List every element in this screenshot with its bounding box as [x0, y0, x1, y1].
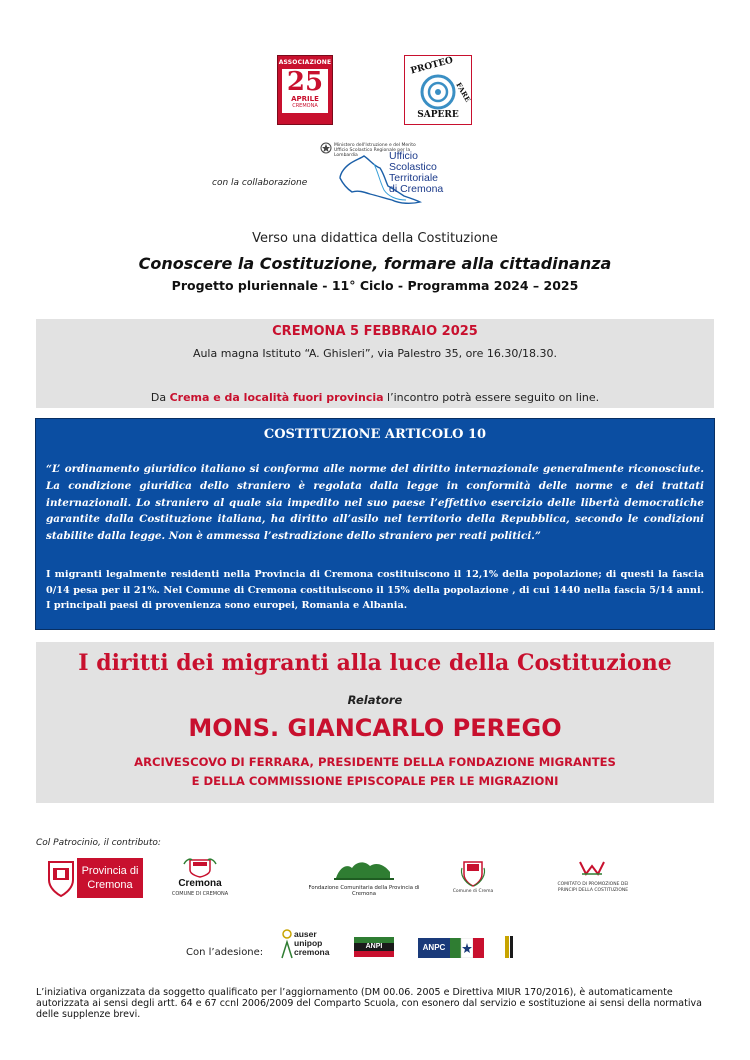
speaker-name: MONS. GIANCARLO PEREGO: [188, 714, 562, 742]
ufficio-line1: Ufficio: [389, 150, 418, 162]
provincia-label: Provincia di Cremona: [77, 858, 143, 898]
fondazione-emblem-icon: [300, 858, 428, 882]
speaker-role-line2: E DELLA COMMISSIONE EPISCOPALE PER LE MIGRAZIONI: [191, 774, 559, 788]
online-note: [36, 391, 714, 404]
logo25-number: 25: [286, 67, 324, 97]
ufficio-scolastico-text: [389, 151, 443, 195]
logo25-line1: ASSOCIAZIONE: [278, 59, 332, 66]
proteo-word: SAPERE: [417, 110, 459, 120]
anpc-logo: [418, 938, 484, 958]
auser-label: auser unipop cremona: [294, 929, 330, 957]
speaker-role-line1: ARCIVESCOVO DI FERRARA, PRESIDENTE DELLA FONDAZIONE MIGRANTES: [134, 755, 616, 769]
svg-text:PROTEO: PROTEO: [409, 56, 455, 77]
header-line1: Verso una didattica della Costituzione: [252, 231, 498, 246]
header-line3: Progetto pluriennale - 11° Ciclo - Programma 2024 – 2025: [171, 278, 579, 293]
online-prefix: Da: [150, 391, 170, 404]
anpc-flag-icon: [450, 938, 484, 958]
article-stats: I migranti legalmente residenti nella Provincia di Cremona costituiscono il 12,1% della popolazione; di questi la fascia 0/14 pesa per il 21%. Nel Comune di Cremona costituiscono il 15% della popolazione , di cui 1440 nella fascia 5/14 anni. I principali paesi di provenienza sono europei, Romania e Albania.: [46, 569, 704, 611]
speaker-label: Relatore: [347, 693, 403, 707]
ufficio-line3: Territoriale: [389, 172, 439, 184]
comune-crema-logo: [452, 858, 494, 900]
logo25-month: APRILE: [291, 95, 319, 103]
provincia-crest-icon: [47, 858, 75, 898]
talk-box: [36, 642, 714, 803]
event-info-box: [36, 319, 714, 408]
cremona-label: Cremona: [178, 878, 222, 889]
adesione-label: Con l’adesione:: [186, 947, 264, 958]
patronage-label: Col Patrocinio, il contributo:: [36, 838, 161, 848]
talk-title: I diritti dei migranti alla luce della Costituzione: [78, 650, 672, 676]
anpi-label: ANPI: [365, 943, 383, 950]
auser-logo: [280, 928, 336, 962]
ufficio-line4: di Cremona: [389, 183, 444, 195]
logo25-city: CREMONA: [292, 103, 318, 109]
provincia-logo: [47, 858, 143, 898]
associazione-25-aprile-logo: [277, 55, 333, 125]
coordinamento-label: COMITATO DI PROMOZIONE DEI PRINCIPI DELLA COSTITUZIONE: [557, 882, 629, 893]
footer-note: L’iniziativa organizzata da soggetto qualificato per l’aggiornamento (DM 00.06. 2005 e Direttiva MIUR 170/2016), è automaticamente autorizzata ai sensi degli artt. 64 e 67 ccnl 2006/2009 del Comparto Scuola, con esonero dal servizio e sostituzione ai sensi della normativa delle supplenze brevi.: [36, 987, 702, 1020]
online-suffix: l’incontro potrà essere seguito on line.: [383, 391, 600, 404]
proteo-fare-sapere-logo: [404, 55, 472, 125]
republic-emblem-icon: [318, 142, 334, 154]
crema-crest-icon: [452, 858, 494, 888]
article-box: [35, 418, 715, 630]
online-highlight: Crema e da località fuori provincia: [169, 391, 384, 404]
header-line2: Conoscere la Costituzione, formare alla cittadinanza: [138, 254, 612, 273]
asso-stripe-icon: [505, 936, 515, 958]
anpi-logo: [354, 937, 394, 957]
coordinamento-logo: [552, 858, 634, 900]
collaboration-label: con la collaborazione: [212, 178, 308, 188]
comune-crema-label: Comune di Crema: [452, 889, 494, 894]
auser-icon: [280, 928, 294, 962]
event-date: CREMONA 5 FEBBRAIO 2025: [272, 324, 478, 339]
associazione-nazionale-logo: [505, 936, 557, 958]
article-quote: “L’ ordinamento giuridico italiano si conforma alle norme del diritto internazionale generalmente riconosciute. La condizione giuridica dello straniero è regolata dalla legge in conformità delle norme e dei trattati internazionali. Lo straniero al quale sia impedito nel suo paese l’effettivo esercizio delle libertà democratiche garantite dalla Costituzione italiana, ha diritto all’asilo nel territorio della Repubblica, secondo le condizioni stabilite dalla legge. Non è ammessa l’estradizione dello straniero per reati politici.”: [46, 463, 704, 543]
ministry-text: Ministero dell'Istruzione e del Merito Ufficio Scolastico Regionale per la Lombardia: [334, 143, 416, 158]
svg-text:FARE: FARE: [454, 80, 471, 104]
coordinamento-emblem-icon: [552, 858, 634, 880]
cremona-sub-label: COMUNE DI CREMONA: [171, 891, 229, 897]
ufficio-line2: Scolastico: [389, 161, 437, 173]
comune-cremona-logo: [162, 858, 238, 900]
cremona-crest-icon: [162, 858, 238, 878]
event-location: Aula magna Istituto “A. Ghisleri”, via Palestro 35, ore 16.30/18.30.: [192, 347, 558, 360]
fondazione-label: Fondazione Comunitaria della Provincia di Cremona: [308, 885, 420, 897]
logo25-inner: [282, 69, 328, 113]
fondazione-logo: [300, 858, 428, 900]
article-title: COSTITUZIONE ARTICOLO 10: [263, 427, 487, 442]
anpc-label: ANPC: [418, 938, 450, 958]
